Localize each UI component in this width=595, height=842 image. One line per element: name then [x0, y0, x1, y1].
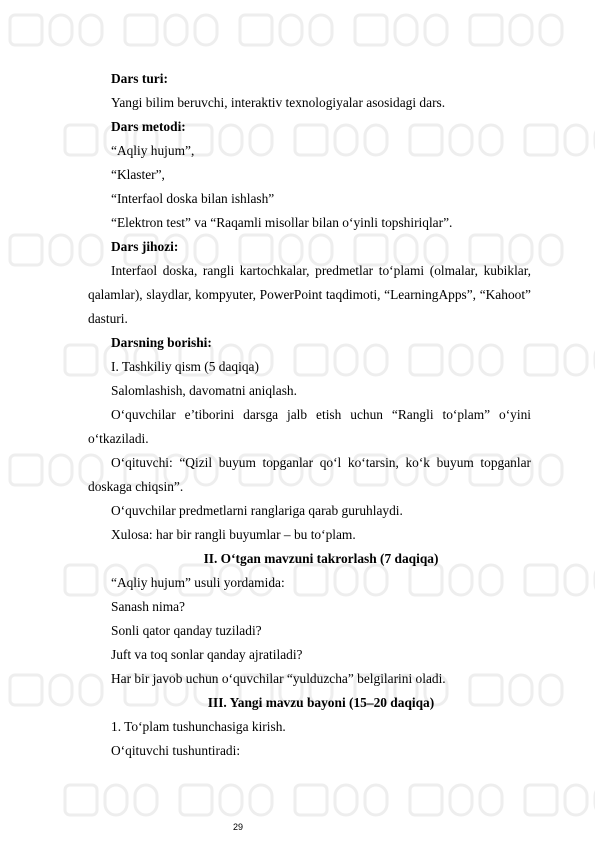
- paragraph-equipment: Interfaol doska, rangli kartochkalar, predmetlar to‘plami (olmalar, kubiklar, qalamlar), slaydlar, kompyuter, PowerPoint taqdimoti, “LearningApps”, “Kahoot” dasturi.: [88, 263, 531, 326]
- watermark-mark: [10, 15, 102, 45]
- watermark-mark: [525, 785, 595, 815]
- page-number: 29: [232, 822, 243, 832]
- watermark-mark: [525, 125, 595, 155]
- section-heading-review: II. O‘tgan mavzuni takrorlash (7 daqiqa): [203, 551, 439, 566]
- watermark-mark: [180, 785, 272, 815]
- heading-dars-metodi: Dars metodi:: [111, 119, 186, 134]
- watermark-mark: [525, 565, 595, 595]
- method-item: “Klaster”,: [111, 167, 165, 182]
- question-item: Sonli qator qanday tuziladi?: [111, 623, 262, 638]
- section-heading-new-topic: III. Yangi mavzu bayoni (15–20 daqiqa): [207, 695, 435, 710]
- watermark-mark: [470, 15, 562, 45]
- paragraph: Har bir javob uchun o‘quvchilar “yulduzcha” belgilarini oladi.: [111, 671, 446, 686]
- method-item: “Interfaol doska bilan ishlash”: [111, 191, 275, 206]
- heading-darsning-borishi: Darsning borishi:: [111, 335, 212, 350]
- watermark-mark: [525, 345, 595, 375]
- paragraph: O‘qituvchi: “Qizil buyum topganlar qo‘l ko‘tarsin, ko‘k buyum topganlar doskaga chiqsin”.: [88, 455, 531, 494]
- paragraph: O‘quvchilar e’tiborini darsga jalb etish uchun “Rangli to‘plam” o‘yini o‘tkaziladi.: [88, 407, 531, 446]
- paragraph-dars-turi: Yangi bilim beruvchi, interaktiv texnologiyalar asosidagi dars.: [111, 95, 446, 110]
- watermark-mark: [65, 785, 157, 815]
- watermark-mark: [410, 785, 502, 815]
- method-item: “Elektron test” va “Raqamli misollar bilan o‘yinli topshiriqlar”.: [111, 215, 453, 230]
- heading-dars-jihozi: Dars jihozi:: [111, 239, 179, 254]
- paragraph: Xulosa: har bir rangli buyumlar – bu to‘plam.: [111, 527, 356, 542]
- document-body: [88, 67, 531, 763]
- heading-dars-turi: Dars turi:: [111, 71, 168, 86]
- paragraph: O‘qituvchi tushuntiradi:: [111, 743, 241, 758]
- paragraph: “Aqliy hujum” usuli yordamida:: [111, 575, 285, 590]
- question-item: Juft va toq sonlar qanday ajratiladi?: [111, 647, 303, 662]
- method-item: “Aqliy hujum”,: [111, 143, 195, 158]
- section-title: I. Tashkiliy qism (5 daqiqa): [111, 359, 259, 374]
- watermark-mark: [355, 15, 447, 45]
- watermark-mark: [295, 785, 387, 815]
- paragraph: 1. To‘plam tushunchasiga kirish.: [111, 719, 286, 734]
- watermark-mark: [125, 15, 217, 45]
- paragraph: Salomlashish, davomatni aniqlash.: [111, 383, 297, 398]
- question-item: Sanash nima?: [111, 599, 186, 614]
- paragraph: O‘quvchilar predmetlarni ranglariga qarab guruhlaydi.: [111, 503, 403, 518]
- watermark-mark: [240, 15, 332, 45]
